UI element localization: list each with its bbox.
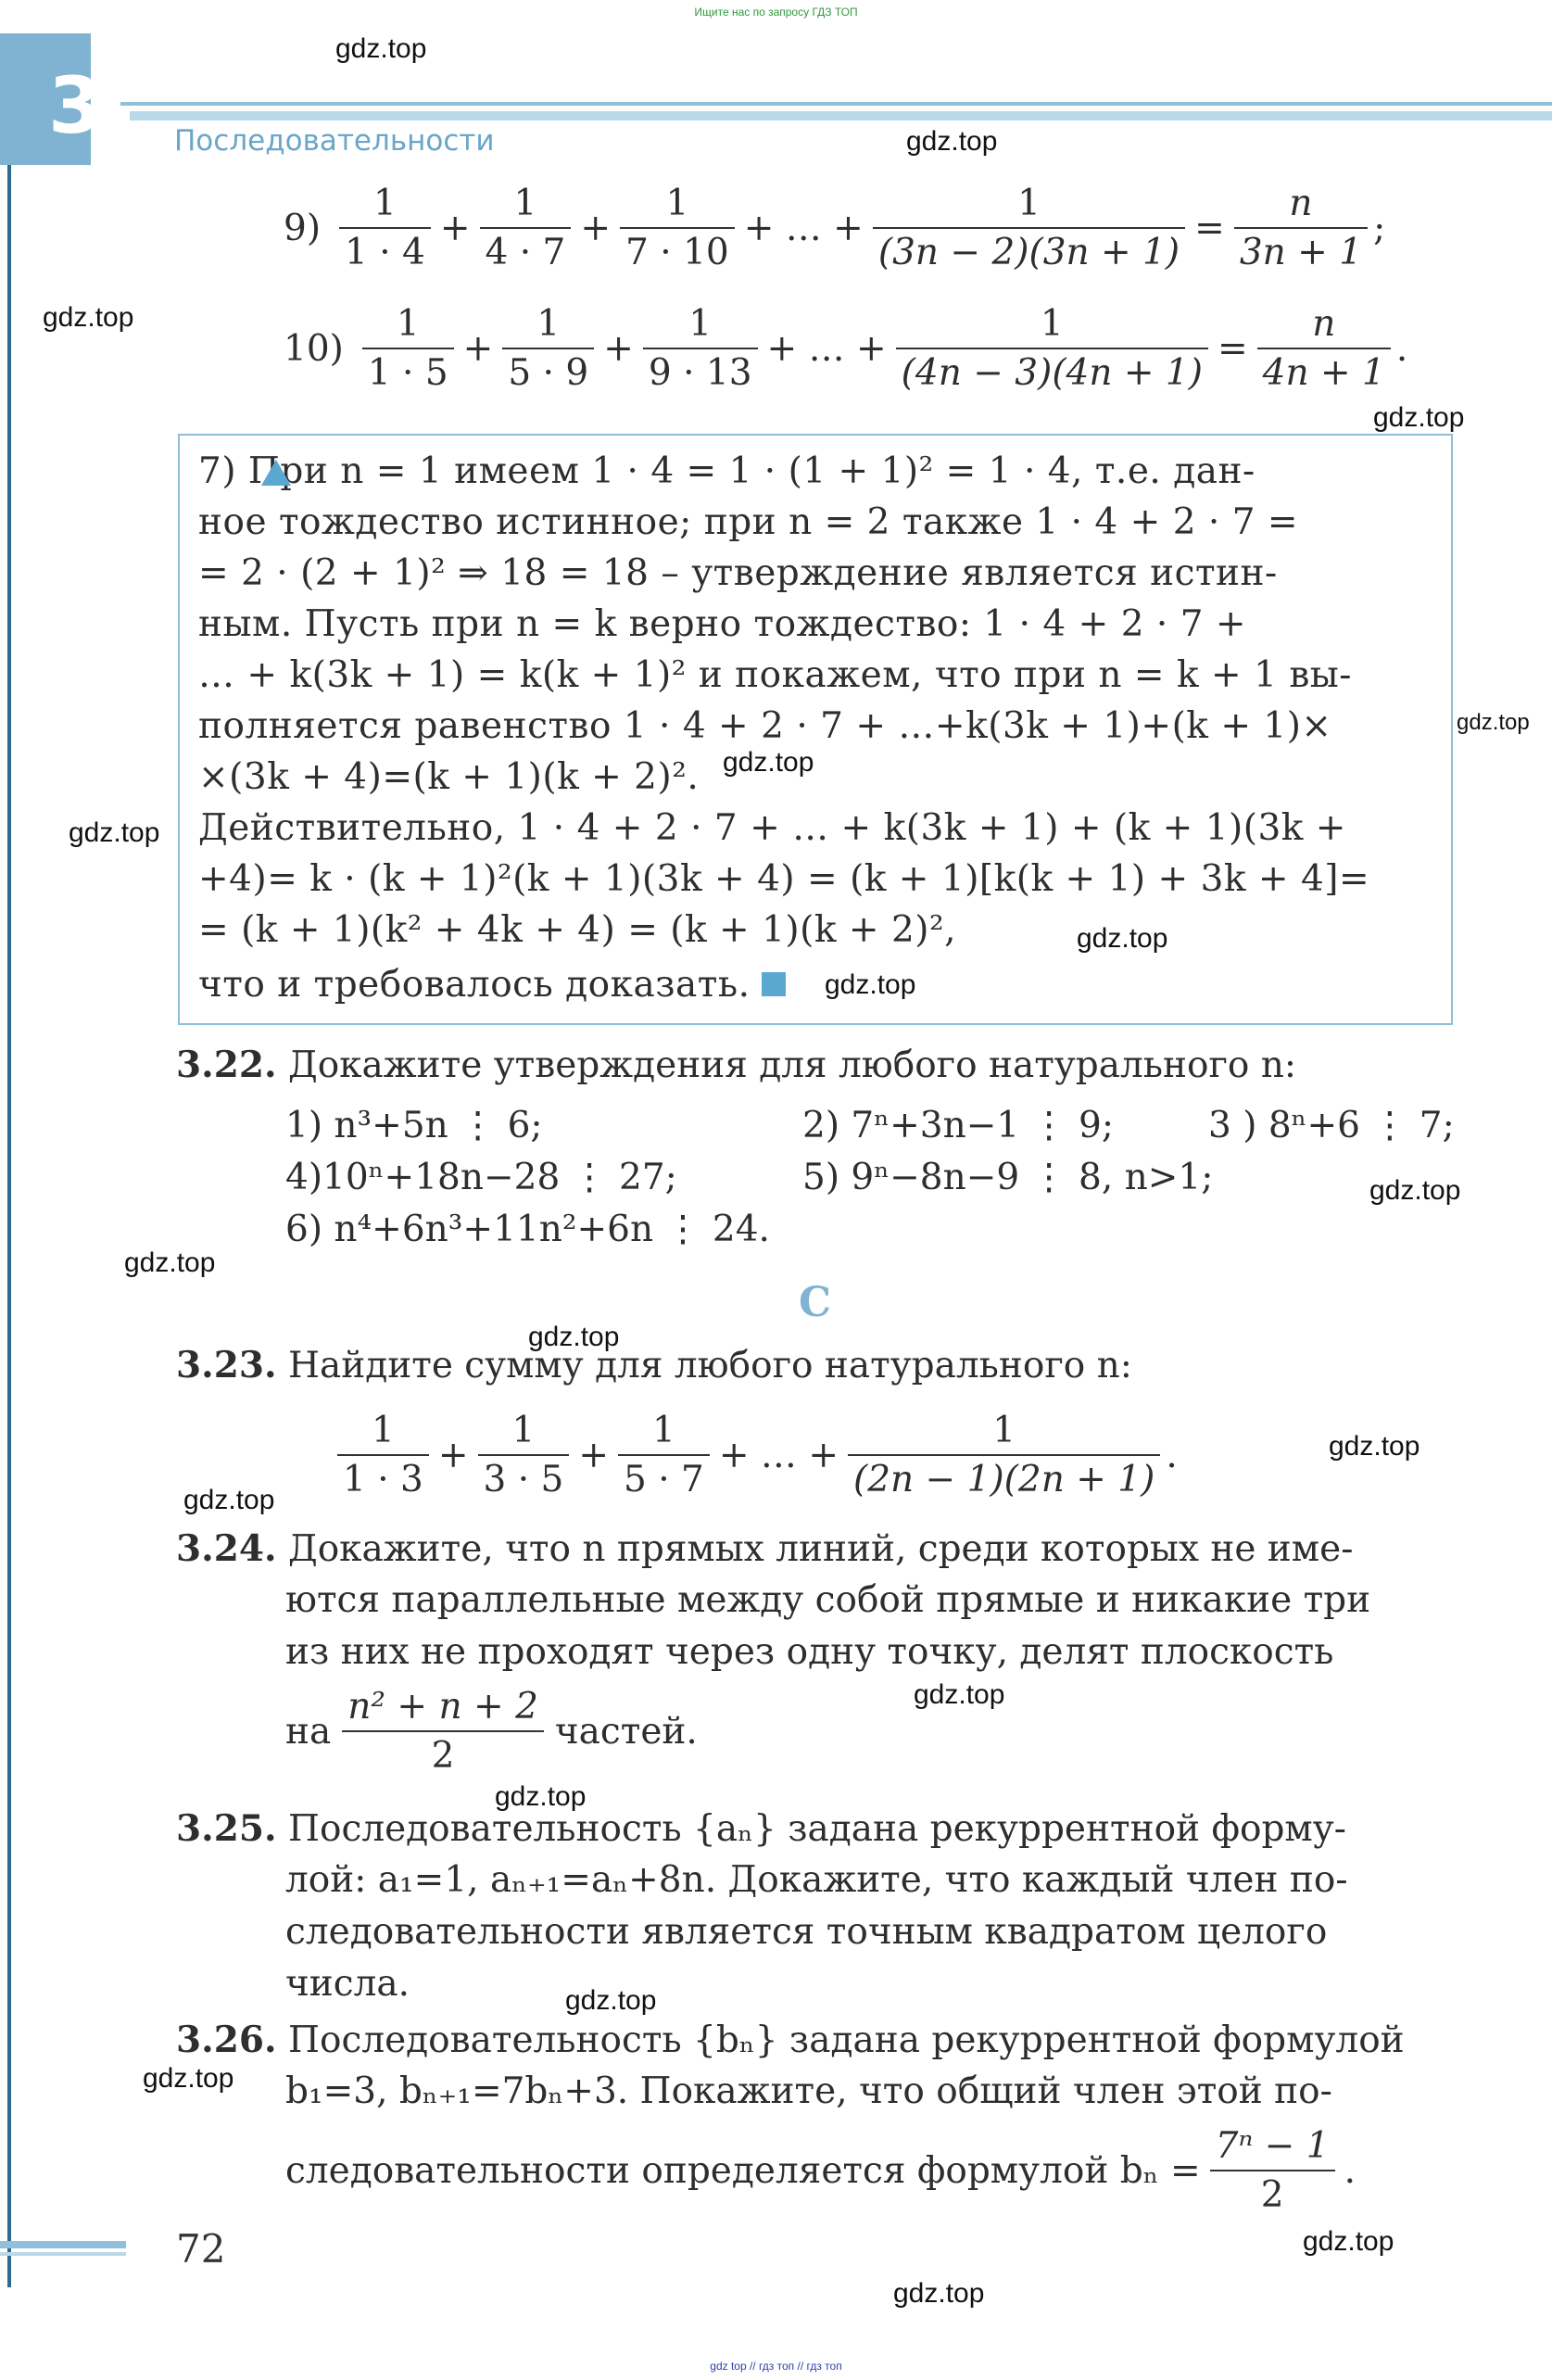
- end-of-proof-icon: [762, 972, 786, 996]
- part: 5) 9ⁿ−8n−9 ⋮ 8, n>1;: [802, 1157, 1214, 1198]
- fraction: [339, 182, 431, 276]
- watermark: gdz.top: [1369, 1175, 1461, 1206]
- sum-expression: [332, 1409, 1178, 1503]
- terminator: .: [1166, 1435, 1178, 1477]
- denominator: 4n + 1: [1257, 348, 1391, 397]
- exercise-3-26: [176, 2020, 1405, 2061]
- watermark: gdz.top: [335, 33, 427, 64]
- numerator: 1: [665, 183, 689, 224]
- watermark: gdz.top: [914, 1679, 1005, 1710]
- denominator: 3n + 1: [1234, 227, 1368, 276]
- numerator: 1: [1017, 183, 1041, 224]
- watermark: gdz.top: [143, 2063, 234, 2094]
- fraction: [480, 182, 572, 276]
- footer-rule-light: [0, 2252, 126, 2256]
- watermark: gdz.top: [1303, 2226, 1394, 2257]
- numerator: 1: [992, 1410, 1016, 1451]
- exercise-number: 3.26.: [176, 2019, 277, 2061]
- page-number: 72: [176, 2226, 226, 2272]
- numerator: n: [1312, 303, 1336, 345]
- header-rule: [120, 102, 1552, 106]
- exercise-text: Найдите сумму для любого натурального n:: [287, 1345, 1132, 1386]
- watermark: gdz.top: [69, 817, 160, 848]
- denominator: 5 · 9: [502, 348, 594, 397]
- fraction: [848, 1409, 1160, 1503]
- equals: =: [1194, 208, 1225, 250]
- part: 3 ) 8ⁿ+6 ⋮ 7;: [1208, 1105, 1455, 1146]
- fraction: [896, 302, 1208, 397]
- watermark: gdz.top: [124, 1247, 216, 1278]
- plus: +: [462, 328, 494, 371]
- item-label: 10): [284, 328, 344, 371]
- bottom-note: gdz top // гдз топ // гдз топ: [710, 2360, 842, 2373]
- numerator: 1: [652, 1410, 675, 1451]
- numerator: 1: [372, 1410, 395, 1451]
- text-line: ются параллельные между собой прямые и никакие три: [285, 1579, 1371, 1621]
- numerator: 1: [396, 303, 420, 345]
- exercise-text: Докажите, что n прямых линий, среди которых не име-: [287, 1528, 1354, 1570]
- fraction: [362, 302, 454, 397]
- exercise-text: Докажите утверждения для любого натурального n:: [287, 1044, 1297, 1086]
- solution-line: ×(3k + 4)=(k + 1)(k + 2)².: [198, 756, 700, 798]
- exercise-number: 3.24.: [176, 1527, 277, 1570]
- fraction: [1257, 302, 1391, 397]
- denominator: (2n − 1)(2n + 1): [848, 1454, 1160, 1503]
- chapter-title: Последовательности: [174, 124, 495, 158]
- plus: +: [578, 1435, 610, 1477]
- plus: +: [439, 208, 471, 250]
- numerator: 1: [513, 183, 537, 224]
- numerator: 1: [688, 303, 713, 345]
- terminator: .: [1344, 2150, 1356, 2193]
- text-line: из них не проходят через одну точку, делят плоскость: [285, 1631, 1334, 1673]
- fraction: [1210, 2124, 1335, 2219]
- watermark: gdz.top: [1373, 402, 1465, 433]
- fraction: [478, 1409, 570, 1503]
- denominator: 3 · 5: [478, 1454, 570, 1503]
- item-10: [284, 302, 1407, 397]
- solution-line: Действительно, 1 · 4 + 2 · 7 + … + k(3k + 1) + (k + 1)(3k +: [198, 807, 1346, 849]
- solution-line: полняется равенство 1 · 4 + 2 · 7 + …+k(3k + 1)+(k + 1)×: [198, 705, 1332, 747]
- text: на: [285, 1711, 332, 1753]
- solution-line: … + k(3k + 1) = k(k + 1)² и покажем, что при n = k + 1 вы-: [198, 654, 1352, 696]
- text-line: следовательности является точным квадратом целого: [285, 1911, 1328, 1953]
- plus: +: [603, 328, 634, 371]
- header-rule-light: [130, 111, 1552, 120]
- exercise-text: Последовательность {bₙ} задана рекуррентной формулой: [287, 2019, 1405, 2061]
- part: 2) 7ⁿ+3n−1 ⋮ 9;: [802, 1105, 1114, 1146]
- exercise-number: 3.23.: [176, 1344, 277, 1386]
- numerator: n² + n + 2: [347, 1686, 538, 1728]
- solution-line: ным. Пусть при n = k верно тождество: 1 · 4 + 2 · 7 +: [198, 603, 1247, 645]
- ellipsis: + … +: [766, 328, 887, 371]
- fraction: [873, 182, 1185, 276]
- terminator: .: [1395, 328, 1408, 371]
- top-note: Ищите нас по запросу ГДЗ ТОП: [694, 6, 858, 19]
- denominator: 2: [342, 1730, 544, 1779]
- denominator: 1 · 5: [362, 348, 454, 397]
- text-line: числа.: [285, 1963, 410, 2005]
- exercise-number: 3.22.: [176, 1044, 277, 1086]
- solution-line: что и требовалось доказать.: [198, 964, 789, 1006]
- ellipsis: + … +: [743, 208, 864, 250]
- numerator: 7ⁿ − 1: [1215, 2125, 1330, 2167]
- numerator: 1: [1040, 303, 1064, 345]
- exercise-3-24: [176, 1529, 1353, 1570]
- watermark: gdz.top: [1329, 1431, 1420, 1462]
- watermark: gdz.top: [893, 2278, 985, 2309]
- left-margin-rule: [7, 33, 11, 2287]
- numerator: 1: [511, 1410, 536, 1451]
- solution-line: = 2 · (2 + 1)² ⇒ 18 = 18 – утверждение является истин-: [198, 552, 1278, 594]
- text: частей.: [554, 1711, 698, 1753]
- solution-line: = (k + 1)(k² + 4k + 4) = (k + 1)(k + 2)²,: [198, 909, 957, 951]
- equals: =: [1217, 328, 1248, 371]
- numerator: 1: [536, 303, 561, 345]
- text-line: [285, 2124, 1356, 2219]
- denominator: 2: [1210, 2170, 1335, 2219]
- watermark: gdz.top: [43, 302, 134, 333]
- text: следовательности определяется формулой bₙ =: [285, 2150, 1201, 2193]
- watermark: gdz.top: [1077, 923, 1168, 954]
- part: 4)10ⁿ+18n−28 ⋮ 27;: [285, 1157, 677, 1198]
- denominator: (3n − 2)(3n + 1): [873, 227, 1185, 276]
- solution-line: ное тождество истинное; при n = 2 также 1 · 4 + 2 · 7 =: [198, 501, 1299, 543]
- ellipsis: + … +: [718, 1435, 839, 1477]
- watermark: gdz.top: [1457, 710, 1530, 735]
- text-line: [285, 1685, 698, 1779]
- watermark: gdz.top: [825, 969, 916, 1000]
- watermark: gdz.top: [183, 1485, 275, 1515]
- item-label: 9): [284, 208, 322, 250]
- chapter-number: 3: [48, 60, 103, 151]
- denominator: 4 · 7: [480, 227, 572, 276]
- denominator: 1 · 3: [337, 1454, 429, 1503]
- part: 1) n³+5n ⋮ 6;: [285, 1105, 543, 1146]
- section-letter: C: [799, 1279, 832, 1326]
- watermark: gdz.top: [528, 1322, 620, 1352]
- numerator: 1: [373, 183, 397, 224]
- fraction: [337, 1409, 429, 1503]
- triangle-marker-icon: [261, 460, 291, 486]
- exercise-text: Последовательность {aₙ} задана рекуррентной форму-: [287, 1808, 1346, 1850]
- text-line: лой: a₁=1, aₙ₊₁=aₙ+8n. Докажите, что каждый член по-: [285, 1859, 1348, 1901]
- fraction: [643, 302, 758, 397]
- fraction: [620, 182, 735, 276]
- item-9: [284, 182, 1385, 276]
- terminator: ;: [1373, 208, 1386, 250]
- numerator: n: [1289, 183, 1313, 224]
- footer-rule: [0, 2241, 126, 2248]
- exercise-3-25: [176, 1809, 1346, 1850]
- watermark: gdz.top: [723, 747, 814, 778]
- exercise-3-23: [176, 1346, 1132, 1386]
- exercise-number: 3.25.: [176, 1807, 277, 1850]
- watermark: gdz.top: [906, 126, 998, 157]
- plus: +: [580, 208, 612, 250]
- denominator: (4n − 3)(4n + 1): [896, 348, 1208, 397]
- watermark: gdz.top: [495, 1781, 587, 1812]
- denominator: 7 · 10: [620, 227, 735, 276]
- denominator: 5 · 7: [618, 1454, 710, 1503]
- watermark: gdz.top: [565, 1985, 657, 2016]
- exercise-3-22: [176, 1045, 1296, 1086]
- fraction: [618, 1409, 710, 1503]
- solution-line: 7) При n = 1 имеем 1 · 4 = 1 · (1 + 1)² = 1 · 4, т.е. дан-: [198, 450, 1255, 492]
- plus: +: [437, 1435, 469, 1477]
- text-line: b₁=3, bₙ₊₁=7bₙ+3. Покажите, что общий член этой по-: [285, 2070, 1332, 2112]
- denominator: 1 · 4: [339, 227, 431, 276]
- fraction: [342, 1685, 544, 1779]
- part: 6) n⁴+6n³+11n²+6n ⋮ 24.: [285, 1209, 770, 1250]
- fraction: [502, 302, 594, 397]
- denominator: 9 · 13: [643, 348, 758, 397]
- fraction: [1234, 182, 1368, 276]
- solution-line: +4)= k · (k + 1)²(k + 1)(3k + 4) = (k + 1)[k(k + 1) + 3k + 4]=: [198, 858, 1370, 900]
